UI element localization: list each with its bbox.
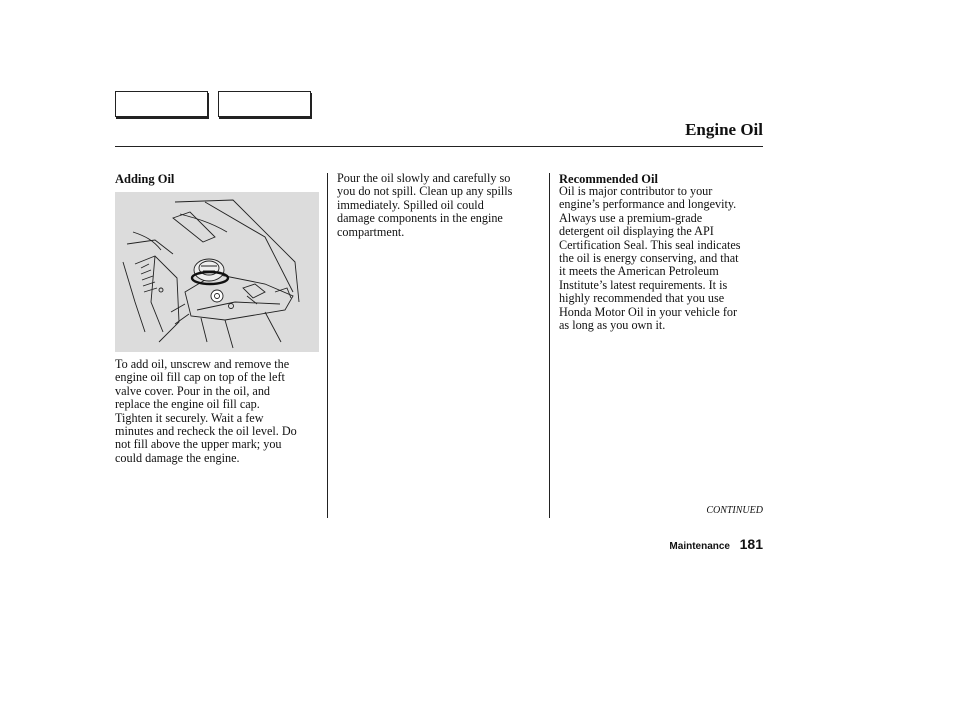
text-line: could damage the engine. [115,450,240,465]
engine-oil-fill-cap-illustration [115,192,319,352]
recommended-oil-paragraph [559,185,741,332]
text-line: minutes and recheck the oil level. Do [115,424,297,439]
text-line: engine oil fill cap on top of the left [115,370,285,385]
nav-tab-1[interactable] [115,91,208,117]
recommended-oil-heading: Recommended Oil [559,172,658,186]
text-line: Honda Motor Oil in your vehicle for [559,304,738,319]
text-line: replace the engine oil fill cap. [115,397,260,412]
page-number: 181 [739,536,763,552]
text-line: Institute’s latest requirements. It is [559,277,728,292]
text-line: the oil is energy conserving, and that [559,251,739,266]
text-line: it meets the American Petroleum [559,264,719,279]
text-line: immediately. Spilled oil could [337,197,484,212]
title-divider [115,146,763,147]
pouring-oil-paragraph [337,172,512,239]
adding-oil-paragraph [115,358,297,465]
text-line: Pour the oil slowly and carefully so [337,171,511,185]
text-line: detergent oil displaying the API [559,224,714,239]
text-line: To add oil, unscrew and remove the [115,357,290,371]
column-divider-2 [549,173,550,518]
text-line: engine’s performance and longevity. [559,197,737,212]
text-line: not fill above the upper mark; you [115,437,282,452]
adding-oil-heading: Adding Oil [115,172,175,186]
continued-label: CONTINUED [706,505,763,516]
text-line: Tighten it securely. Wait a few [115,410,264,425]
text-line: compartment. [337,224,405,239]
text-line: highly recommended that you use [559,291,725,306]
text-line: Always use a premium-grade [559,210,703,225]
text-line: valve cover. Pour in the oil, and [115,383,271,398]
text-line: as long as you own it. [559,318,666,333]
nav-tab-2[interactable] [218,91,311,117]
page-title: Engine Oil [685,120,763,139]
column-divider-1 [327,173,328,518]
text-line: Certification Seal. This seal indicates [559,237,741,252]
text-line: you do not spill. Clean up any spills [337,184,513,199]
text-line: Oil is major contributor to your [559,184,713,198]
footer-section-name: Maintenance [669,541,730,552]
text-line: damage components in the engine [337,211,503,226]
